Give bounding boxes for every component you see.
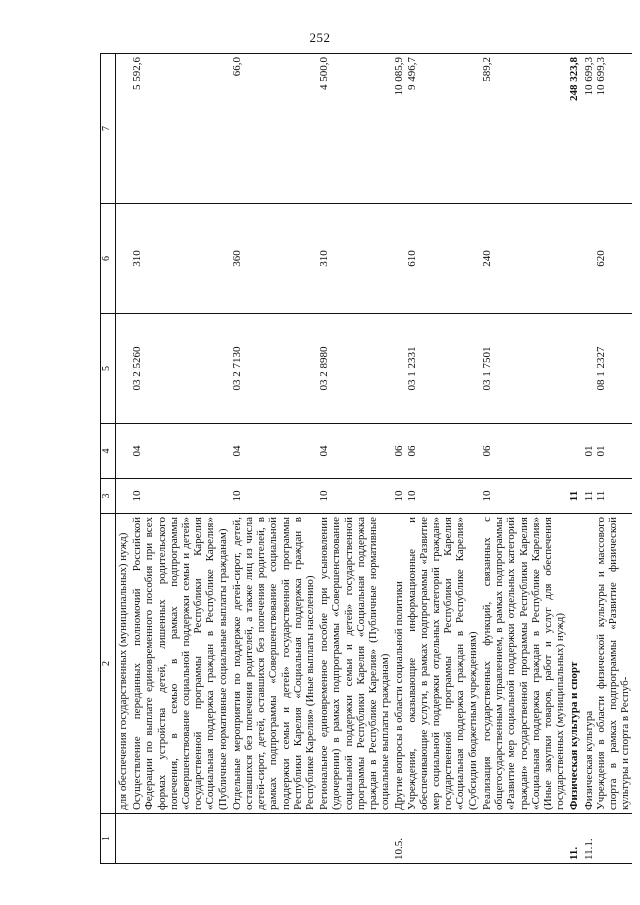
page-number: 252 — [309, 30, 331, 45]
header-col-6: 6 — [101, 204, 116, 314]
row-subsection-code — [567, 424, 581, 479]
table-row — [567, 54, 581, 864]
row-target-article: 08 1 2327 — [582, 314, 633, 424]
row-description: Региональное единовременное пособие при усыновлении (удочерении) в рамках подпрограммы «Совершенствование социальной поддержки семьи и детей» государственной программы Республики Карелия «Социальная поддержка граждан в Республике Карелия» (Публичные нормативные социальные выплаты гражданам) — [317, 514, 392, 814]
row-amount: 4 500,0 — [317, 54, 392, 204]
row-description: Другие вопросы в области социальной политики Учреждения, оказывающие информационные и обеспечивающие услуги, в рамках подпрограммы «Развитие мер социальной поддержки отдельных категорий граждан» государственной программы Республики Карелия «Социальная поддержка граждан в Республике Карелия» (Субсидии бюджетным учреждениям) — [392, 514, 479, 814]
header-col-1: 1 — [101, 814, 116, 864]
row-number: 11. — [567, 814, 581, 864]
row-expense-type: 310 — [317, 204, 392, 314]
row-number — [230, 814, 317, 864]
row-description: для обеспечения государственных (муниципальных) нужд) — [116, 514, 131, 814]
row-amount: 10 699,3 10 699,3 — [582, 54, 633, 204]
row-expense-type: 620 — [582, 204, 633, 314]
row-number — [130, 814, 230, 864]
row-expense-type: 310 — [130, 204, 230, 314]
row-target-article — [567, 314, 581, 424]
row-target-article: 03 2 5260 — [130, 314, 230, 424]
row-target-article: 03 1 7501 — [480, 314, 567, 424]
row-expense-type: 240 — [480, 204, 567, 314]
row-target-article: 03 2 7130 — [230, 314, 317, 424]
row-number: 10.5. — [392, 814, 479, 864]
row-number: 11.1. — [582, 814, 633, 864]
row-amount: 248 323,8 — [567, 54, 581, 204]
row-subsection-code — [116, 424, 131, 479]
row-target-article: 03 1 2331 — [392, 314, 479, 424]
row-section-code: 10 — [130, 479, 230, 514]
row-section-code: 11 11 — [582, 479, 633, 514]
row-subsection-code: 04 — [130, 424, 230, 479]
row-description: Физическая культура Учреждения в области физической культуры и массового спорта в рамках подпрограммы «Развитие физической культуры и спорта в Респуб- — [582, 514, 633, 814]
row-subsection-code: 01 01 — [582, 424, 633, 479]
table-row — [317, 54, 392, 864]
row-number — [480, 814, 567, 864]
row-section-code: 10 10 — [392, 479, 479, 514]
table-body — [116, 54, 633, 864]
row-subsection-code: 04 — [317, 424, 392, 479]
row-section-code: 10 — [317, 479, 392, 514]
table-header-row — [101, 54, 116, 864]
row-amount — [116, 54, 131, 204]
row-amount: 589,2 — [480, 54, 567, 204]
header-col-3: 3 — [101, 479, 116, 514]
table-row — [130, 54, 230, 864]
row-number — [317, 814, 392, 864]
row-number — [116, 814, 131, 864]
table-row — [392, 54, 479, 864]
row-description: Отдельные мероприятия по поддержке детей-сирот, детей, оставшихся без попечения родителей, а также лиц из числа детей-сирот, детей, оставшихся без попечения родителей, в рамках подпрограммы «Совершенствование социальной поддержки семьи и детей» государственной программы Республики Карелия «Социальная поддержка граждан в Республике Карелия» (Иные выплаты населению) — [230, 514, 317, 814]
table-row — [230, 54, 317, 864]
row-description: Физическая культура и спорт — [567, 514, 581, 814]
row-expense-type: 610 — [392, 204, 479, 314]
row-section-code: 11 — [567, 479, 581, 514]
budget-table — [100, 53, 632, 864]
table-row — [116, 54, 131, 864]
row-expense-type: 360 — [230, 204, 317, 314]
header-col-4: 4 — [101, 424, 116, 479]
table-row — [582, 54, 633, 864]
row-expense-type — [116, 204, 131, 314]
row-amount: 10 085,9 9 496,7 — [392, 54, 479, 204]
row-section-code: 10 — [480, 479, 567, 514]
row-section-code: 10 — [230, 479, 317, 514]
rotated-table-container — [100, 54, 632, 864]
row-target-article — [116, 314, 131, 424]
row-expense-type — [567, 204, 581, 314]
row-subsection-code: 04 — [230, 424, 317, 479]
row-section-code — [116, 479, 131, 514]
header-col-2: 2 — [101, 514, 116, 814]
header-col-5: 5 — [101, 314, 116, 424]
row-target-article: 03 2 8980 — [317, 314, 392, 424]
row-subsection-code: 06 — [480, 424, 567, 479]
row-amount: 5 592,6 — [130, 54, 230, 204]
row-amount: 66,0 — [230, 54, 317, 204]
table-row — [480, 54, 567, 864]
row-description: Реализация государственных функций, связанных с общегосударственным управлением, в рамках подпрограммы «Развитие мер социальной поддержки отдельных категорий граждан» государственной программы Республики Карелия «Социальная поддержка граждан в Республике Карелия» (Иные закупки товаров, работ и услуг для обеспечения государственных (муниципальных) нужд) — [480, 514, 567, 814]
header-col-7: 7 — [101, 54, 116, 204]
row-description: Осуществление переданных полномочий Российской Федерации по выплате единовременного пособия при всех формах устройства детей, лишенных родительского попечения, в семью в рамках подпрограммы «Совершенствование социальной поддержки семьи и детей» государственной программы Республики Карелия «Социальная поддержка граждан в Республике Карелия» (Публичные нормативные социальные выплаты гражданам) — [130, 514, 230, 814]
row-subsection-code: 06 06 — [392, 424, 479, 479]
